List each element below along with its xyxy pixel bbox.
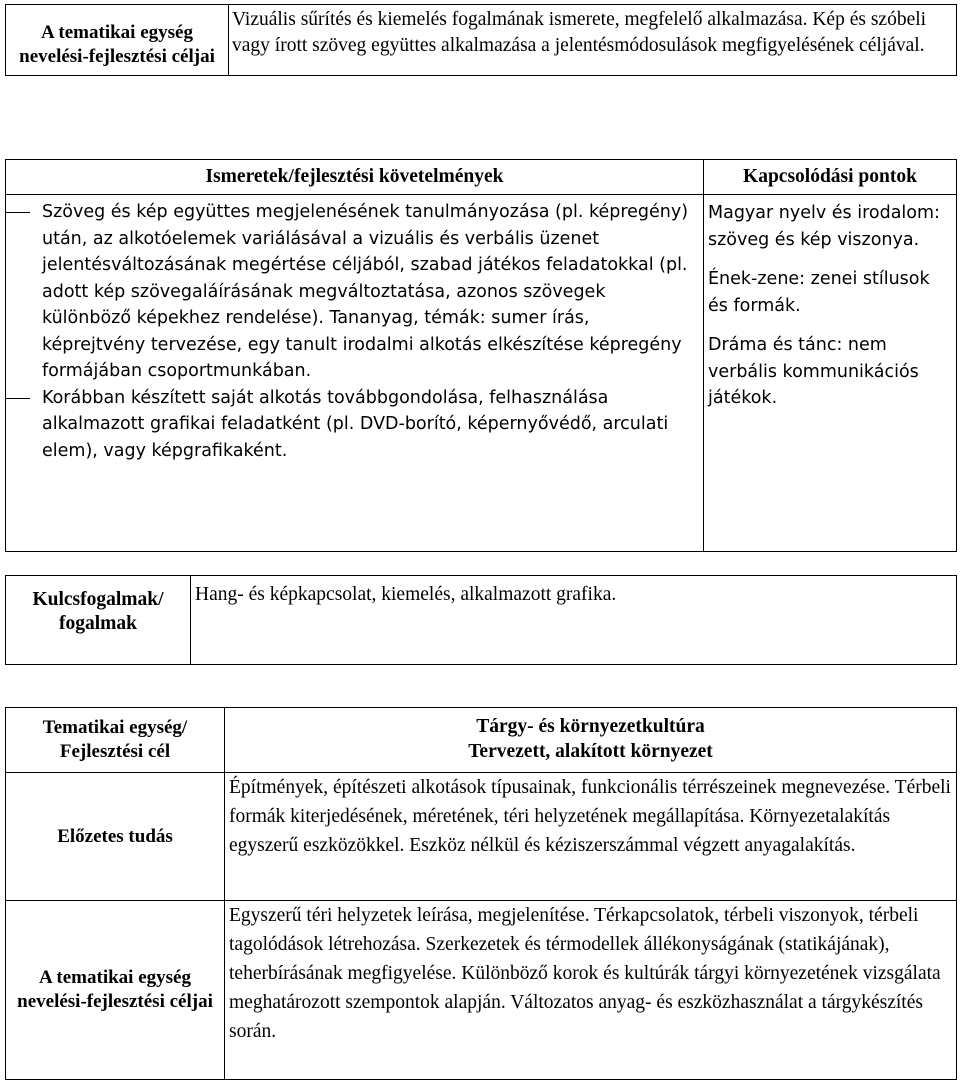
dash-bullet-icon <box>6 385 42 465</box>
keywords-label: Kulcsfogalmak/ fogalmak <box>6 576 191 665</box>
objectives-text: Egyszerű téri helyzetek leírása, megjelenítése. Térkapcsolatok, térbeli viszonyok, térbeli tagolódások létrehozása. Szerkezetek és térmodellek állékonyságának (statikájának), teherbírásának megfigyelése. Különböző korok és kultúrák tárgyi környezetének vizsgálata meghatározott szempontok alapján. Változatos anyag- és eszközhasználat a tárgykészítés során. <box>225 901 957 1080</box>
topic-title-cell <box>225 708 957 773</box>
list-item <box>6 385 697 465</box>
connections-header: Kapcsolódási pontok <box>704 160 957 195</box>
goals-table <box>5 4 957 76</box>
connection-item: Dráma és tánc: nem verbális kommunikációs játékok. <box>708 335 919 408</box>
prior-knowledge-text: Építmények, építészeti alkotások típusainak, funkcionális térrészeinek megnevezése. Térbeli formák kiterjedésének, méretének, téri helyzetének megállapítása. Környezetalakítás egyszerű eszközökkel. Eszköz nélkül és kéziszerszámmal végzett anyagalakítás. <box>225 773 957 901</box>
topic-subtitle: Tervezett, alakított környezet <box>468 741 713 762</box>
list-item <box>6 199 697 385</box>
connections-cell <box>704 195 957 552</box>
keywords-text: Hang- és képkapcsolat, kiemelés, alkalmazott grafika. <box>191 576 957 665</box>
goals-text: Vizuális sűrítés és kiemelés fogalmának ismerete, megfelelő alkalmazása. Kép és szóbeli vagy írott szöveg együttes alkalmazása a jelentésmódosulások megfigyelésének céljával. <box>229 5 957 76</box>
prior-knowledge-label: Előzetes tudás <box>6 773 225 901</box>
requirements-header: Ismeretek/fejlesztési követelmények <box>6 160 704 195</box>
dash-bullet-icon <box>6 199 42 385</box>
requirements-table <box>5 159 957 552</box>
connection-item: Magyar nyelv és irodalom: szöveg és kép viszonya. <box>708 203 940 250</box>
keywords-table <box>5 575 957 665</box>
topic-table <box>5 707 957 1080</box>
topic-label: Tematikai egység/ Fejlesztési cél <box>6 708 225 773</box>
list-item-text: Szöveg és kép együttes megjelenésének tanulmányozása (pl. képregény) után, az alkotóelemek variálásával a vizuális és verbális üzenet jelentésváltozásának megértése céljából, szabad játékos feladatokkal (pl. adott kép szövegaláírásának megváltoztatása, azonos szövegek különböző képekhez rendelése). Tananyag, témák: sumer írás, képrejtvény tervezése, egy tanult irodalmi alkotás elkészítése képregény formájában csoportmunkában. <box>42 202 689 381</box>
connection-item: Ének-zene: zenei stílusok és formák. <box>708 269 930 316</box>
goals-label: A tematikai egység nevelési-fejlesztési céljai <box>6 5 229 76</box>
requirements-cell <box>6 195 704 552</box>
objectives-label: A tematikai egység nevelési-fejlesztési céljai <box>6 901 225 1080</box>
list-item-text: Korábban készített saját alkotás továbbgondolása, felhasználása alkalmazott grafikai feladatként (pl. DVD-borító, képernyővédő, arculati elem), vagy képgrafikaként. <box>42 387 669 461</box>
topic-title: Tárgy- és környezetkultúra <box>476 716 705 737</box>
